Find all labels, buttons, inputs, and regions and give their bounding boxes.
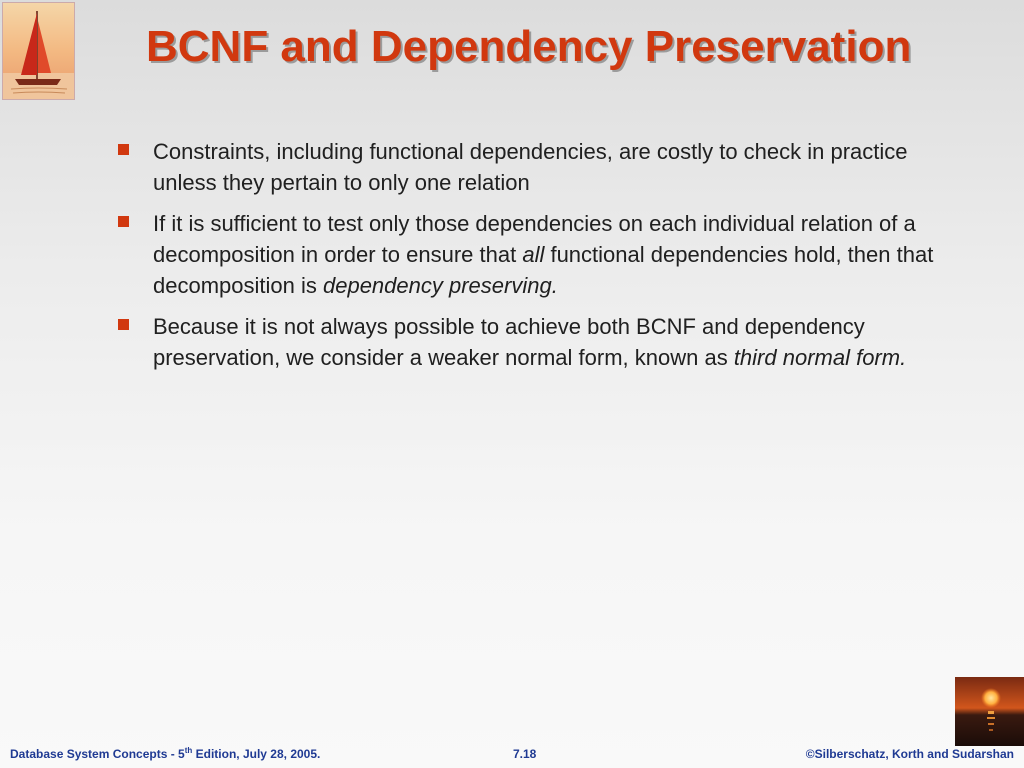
list-item xyxy=(118,208,958,301)
sailboat-logo-icon xyxy=(2,2,75,100)
square-bullet-icon xyxy=(118,144,129,155)
page-title: BCNF and Dependency Preservation xyxy=(146,22,912,71)
footer-edition: Database System Concepts - 5th Edition, July 28, 2005. xyxy=(10,746,321,761)
list-item xyxy=(118,136,958,198)
bullet-text: Because it is not always possible to achieve both BCNF and dependency preservation, we consider a weaker normal form, known as third normal form. xyxy=(153,314,907,370)
bullet-text: Constraints, including functional dependencies, are costly to check in practice unless they pertain to only one relation xyxy=(153,139,908,195)
square-bullet-icon xyxy=(118,319,129,330)
bullet-text: If it is sufficient to test only those dependencies on each individual relation of a decomposition in order to ensure that all functional dependencies hold, then that decomposition is dependency preserving. xyxy=(153,211,934,298)
sunset-logo-icon xyxy=(955,677,1024,746)
square-bullet-icon xyxy=(118,216,129,227)
footer-copyright: ©Silberschatz, Korth and Sudarshan xyxy=(805,747,1014,761)
list-item xyxy=(118,311,958,373)
bullet-list xyxy=(118,136,958,383)
page-number: 7.18 xyxy=(513,747,537,761)
